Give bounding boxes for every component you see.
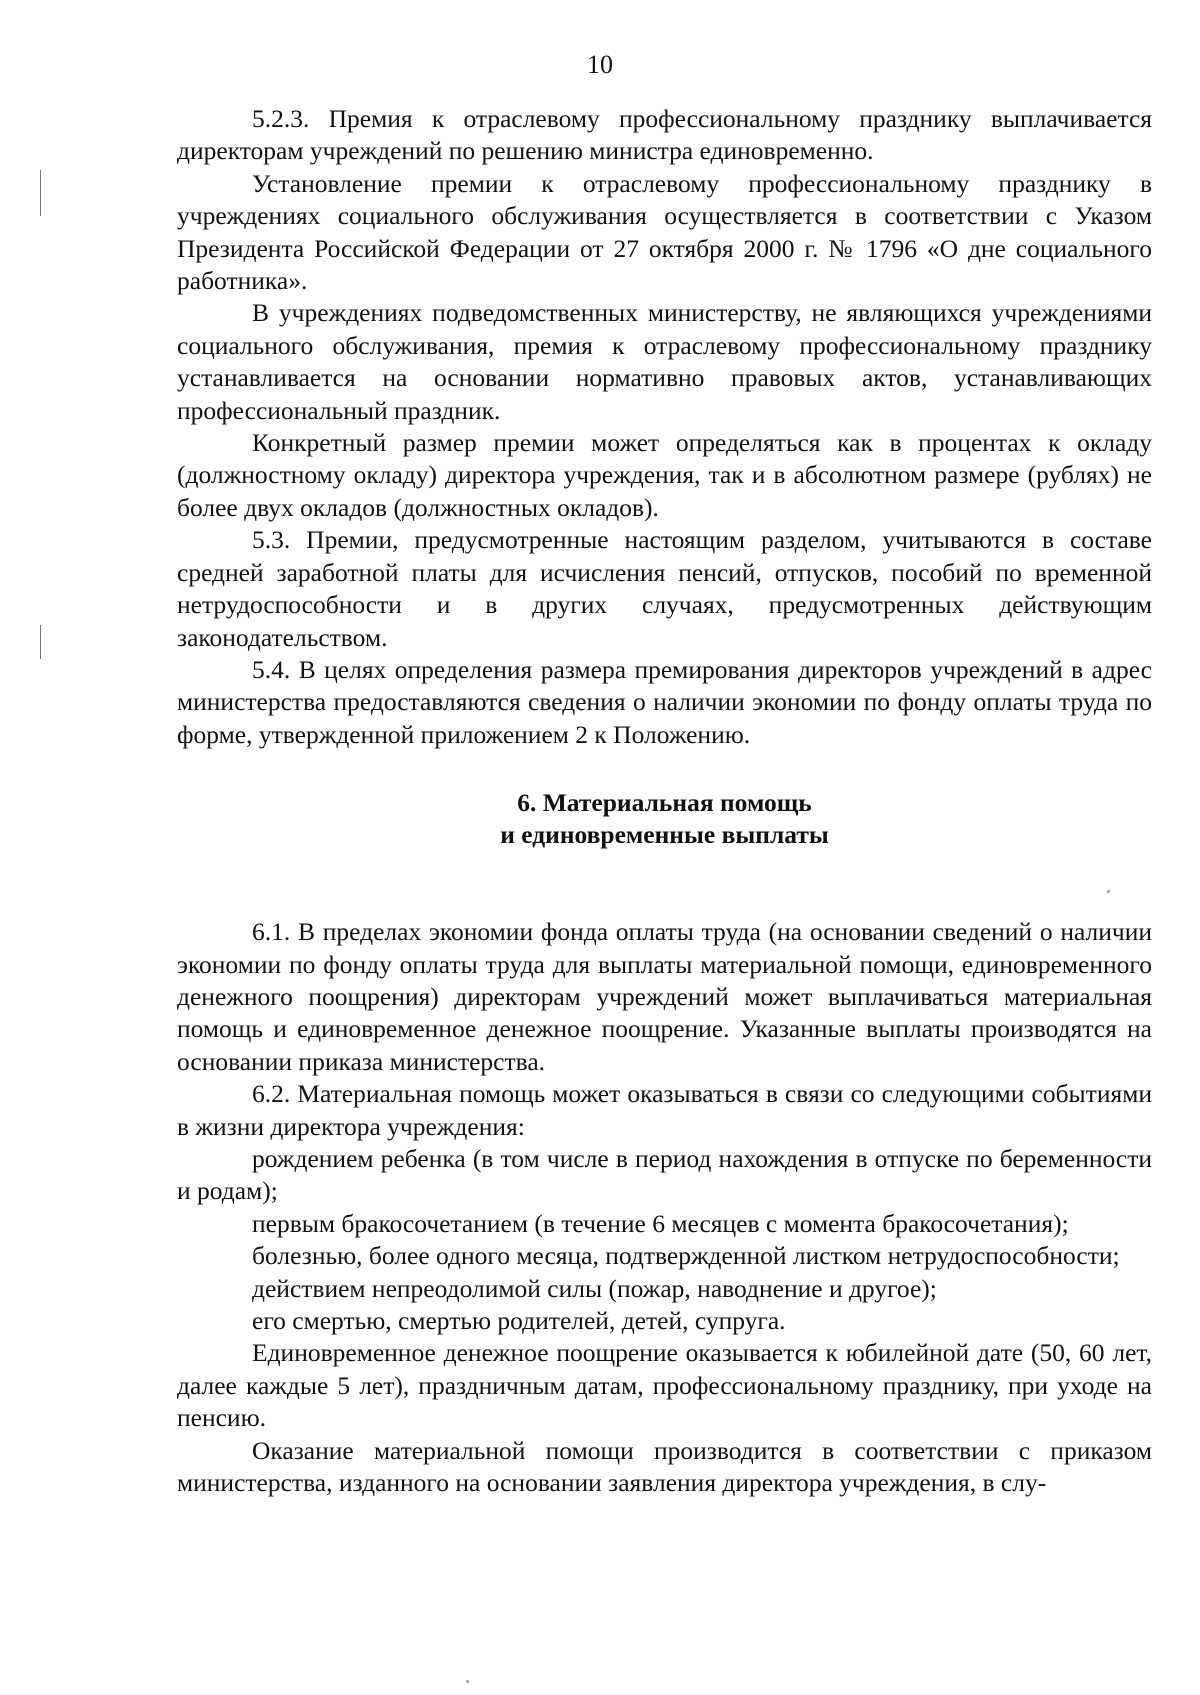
section-heading-line-1: 6. Материальная помощь	[517, 788, 812, 818]
paragraph-one-time-bonus: Единовременное денежное поощрение оказывается к юбилейной дате (50, 60 лет, далее каждые 5 лет), праздничным датам, профессиональному празднику, при уходе на пенсию.	[177, 1338, 1152, 1433]
section-heading-line-2: и единовременные выплаты	[500, 820, 829, 850]
paragraph-6-2: 6.2. Материальная помощь может оказываться в связи со следующими событиями в жизни директора учреждения:	[177, 1079, 1152, 1141]
page-number: 10	[587, 50, 613, 79]
paragraph-award-size: Конкретный размер премии может определяться как в процентах к окладу (должностному окладу) директора учреждения, так и в абсолютном размере (рублях) не более двух окладов (должностных окладов).	[177, 428, 1152, 522]
paragraph-6-1: 6.1. В пределах экономии фонда оплаты труда (на основании сведений о наличии экономии по фонду оплаты труда для выплаты материальной помощи, единовременного денежного поощрения) директорам учреждений может выплачиваться материальная помощь и единовременное денежное поощрение. Указанные выплаты производятся на основании приказа министерства.	[177, 917, 1152, 1076]
scan-margin-mark	[40, 625, 41, 659]
list-item-force-majeure: действием непреодолимой силы (пожар, наводнение и другое);	[252, 1273, 937, 1303]
scan-speck	[466, 1680, 469, 1683]
paragraph-5-2-3: 5.2.3. Премия к отраслевому профессиональному празднику выплачивается директорам учреждений по решению министра единовременно.	[177, 104, 1152, 166]
list-item-illness: болезнью, более одного месяца, подтвержденной листком нетрудоспособности;	[252, 1241, 1120, 1271]
paragraph-assistance-procedure: Оказание материальной помощи производится в соответствии с приказом министерства, изданного на основании заявления директора учреждения, в слу-	[177, 1435, 1152, 1498]
scan-speck	[1107, 890, 1110, 893]
list-item-marriage: первым бракосочетанием (в течение 6 месяцев с момента бракосочетания);	[252, 1208, 1069, 1238]
list-item-death: его смертью, смертью родителей, детей, супруга.	[252, 1306, 786, 1335]
scan-margin-mark	[40, 170, 41, 216]
paragraph-5-3: 5.3. Премии, предусмотренные настоящим разделом, учитываются в составе средней заработной платы для исчисления пенсий, отпусков, пособий по временной нетрудоспособности и в других случаях, предусмотренных действующим законодательством.	[177, 525, 1152, 652]
section-heading	[177, 787, 1152, 851]
list-item-birth: рождением ребенка (в том числе в период нахождения в отпуске по беременности и родам);	[177, 1143, 1152, 1206]
document-body	[177, 103, 1152, 1499]
paragraph-5-4: 5.4. В целях определения размера премирования директоров учреждений в адрес министерства предоставляются сведения о наличии экономии по фонду оплаты труда по форме, утвержденной приложением 2 к Положению.	[177, 654, 1152, 749]
paragraph-subordinate-institutions: В учреждениях подведомственных министерству, не являющихся учреждениями социального обслуживания, премия к отраслевому профессиональному празднику устанавливается на основании нормативно правовых актов, устанавливающих профессиональный праздник.	[177, 298, 1152, 425]
paragraph-award-establishment: Установление премии к отраслевому профессиональному празднику в учреждениях социального обслуживания осуществляется в соответствии с Указом Президента Российской Федерации от 27 октября 2000 г. № 1796 «О дне социального работника».	[177, 168, 1152, 296]
